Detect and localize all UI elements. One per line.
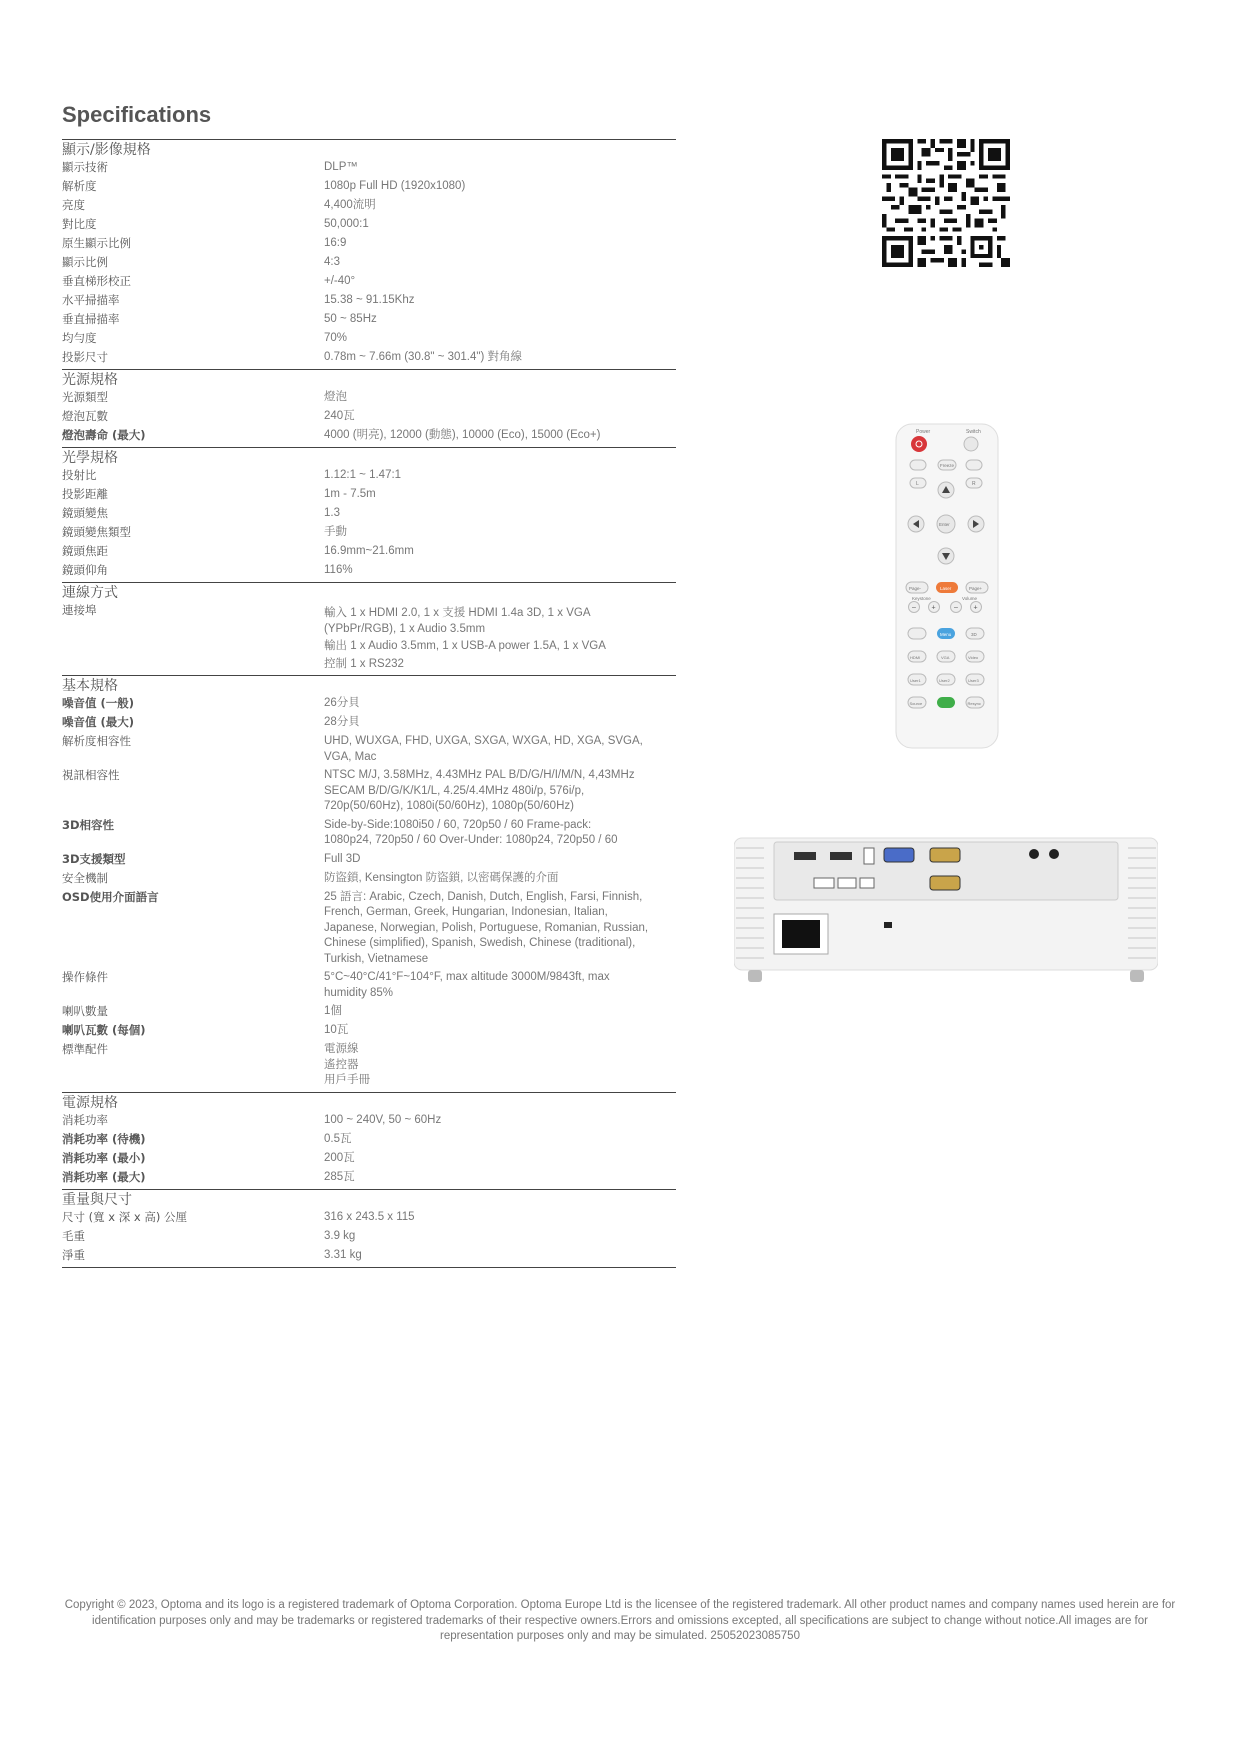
spec-value: [324, 1151, 676, 1170]
remote-label-switch: Switch: [966, 429, 981, 435]
spec-row: [62, 1210, 676, 1229]
spec-label: 尺寸 (寬 x 深 x 高) 公厘: [62, 1209, 188, 1224]
spec-row: [62, 970, 676, 1004]
spec-row: [62, 217, 676, 236]
spec-value-line: 遙控器: [324, 1058, 359, 1071]
spec-value: [324, 255, 676, 274]
spec-value: [324, 1004, 676, 1023]
copyright-footer: Copyright © 2023, Optoma and its logo is a registered trademark of Optoma Corporation. Optoma Europe Ltd is the licensee of the registered trademark. All other product names and company names used herein are for identification purposes only and may be trademarks or registered trademarks of their respective owners.Errors and omissions excepted, all specifications are subject to change without notice.All images are for representation purposes only and may be simulated. 25052023085750: [64, 1599, 1176, 1642]
spec-label: 解析度相容性: [62, 734, 131, 748]
remote-label-keystone: Keystone: [912, 596, 931, 601]
spec-row: [62, 236, 676, 255]
spec-row: [62, 871, 676, 890]
spec-value: [324, 1229, 676, 1248]
spec-row: [62, 293, 676, 312]
spec-value: [324, 179, 676, 198]
spec-value-line: 16.9mm~21.6mm: [324, 545, 414, 557]
spec-label: 安全機制: [62, 870, 108, 885]
spec-value-line: 200瓦: [324, 1151, 355, 1164]
spec-label: 噪音值 (最大): [62, 715, 135, 729]
remote-label-r: R: [972, 481, 976, 487]
spec-label: 淨重: [62, 1247, 85, 1262]
remote-label-user1: User1: [910, 678, 921, 683]
spec-value-line: 10瓦: [324, 1024, 349, 1036]
remote-label-user3: User3: [968, 678, 979, 683]
spec-value-line: 電源線: [324, 1043, 359, 1055]
spec-value-line: 26分貝: [324, 697, 360, 709]
spec-value: [324, 1132, 676, 1151]
spec-value-line: 1080p Full HD (1920x1080): [324, 180, 466, 192]
spec-value-line: 3.9 kg: [324, 1229, 356, 1242]
spec-row: [62, 506, 676, 525]
spec-value-line: 1.3: [324, 507, 340, 519]
spec-label: OSD使用介面語言: [62, 889, 159, 904]
spec-value: [324, 970, 676, 1004]
spec-value: [324, 871, 676, 890]
spec-value: [324, 1113, 676, 1132]
page-title: Specifications: [62, 102, 212, 127]
spec-value: [324, 468, 676, 487]
remote-label-vga: VGA: [941, 655, 950, 660]
spec-value: [324, 350, 676, 369]
spec-row: [62, 525, 676, 544]
spec-value: [324, 217, 676, 236]
spec-value-line: 28分貝: [324, 716, 360, 728]
spec-row: [62, 468, 676, 487]
spec-row: [62, 818, 676, 852]
spec-value-line: 燈泡: [324, 391, 347, 403]
spec-label: 燈泡瓦數: [62, 409, 108, 423]
spec-label: 鏡頭仰角: [62, 563, 108, 577]
spec-row: [62, 1042, 676, 1092]
spec-value-line: +/-40°: [324, 275, 356, 287]
spec-row: [62, 1023, 676, 1042]
spec-label: 顯示技術: [62, 160, 108, 174]
spec-value-line: 15.38 ~ 91.15Khz: [324, 294, 415, 306]
remote-label-volume: Volume: [962, 596, 978, 601]
spec-value: [324, 734, 676, 768]
spec-label: 喇叭數量: [62, 1004, 108, 1018]
spec-value-line: Turkish, Vietnamese: [324, 952, 429, 965]
spec-value: [324, 428, 676, 447]
spec-value: [324, 890, 676, 971]
spec-label: 燈泡壽命 (最大): [62, 428, 146, 442]
spec-label: 投影尺寸: [62, 350, 108, 364]
spec-row: [62, 312, 676, 331]
spec-value-line: Side-by-Side:1080i50 / 60, 720p50 / 60 Frame-pack:: [324, 818, 592, 831]
spec-label: 投射比: [62, 468, 97, 482]
spec-value: [324, 198, 676, 217]
spec-value: [324, 1170, 676, 1189]
spec-value-line: 16:9: [324, 237, 347, 249]
spec-value: [324, 852, 676, 871]
spec-value: [324, 1210, 676, 1229]
spec-value-line: 720p(50/60Hz), 1080i(50/60Hz), 1080p(50/60Hz): [324, 800, 574, 812]
spec-label: 操作條件: [62, 970, 108, 984]
section-title: 重量與尺寸: [62, 1191, 132, 1208]
spec-value-line: 控制 1 x RS232: [324, 657, 404, 670]
remote-label-3d: 3D: [971, 632, 977, 637]
spec-row: [62, 852, 676, 871]
spec-value-line: 1m - 7.5m: [324, 488, 376, 500]
spec-row: [62, 390, 676, 409]
spec-label: 鏡頭變焦類型: [62, 525, 131, 539]
spec-value-line: 0.5瓦: [324, 1132, 352, 1145]
spec-value-line: NTSC M/J, 3.58MHz, 4.43MHz PAL B/D/G/H/I/M/N, 4,43MHz: [324, 769, 635, 781]
spec-value: [324, 274, 676, 293]
remote-label-laser: Laser: [940, 586, 952, 591]
spec-label: 垂直掃描率: [62, 312, 120, 326]
section-title: 電源規格: [62, 1094, 118, 1111]
spec-label: 3D支援類型: [62, 851, 126, 866]
spec-value: [324, 409, 676, 428]
spec-value: [324, 506, 676, 525]
spec-value-line: Japanese, Norwegian, Polish, Portuguese, Romanian, Russian,: [324, 921, 649, 934]
spec-row: [62, 696, 676, 715]
spec-value-line: 1080p24, 720p50 / 60 Over-Under: 1080p24, 720p50 / 60: [324, 834, 618, 846]
spec-label: 3D相容性: [62, 817, 115, 832]
spec-row: [62, 274, 676, 293]
section-title: 基本規格: [62, 678, 118, 694]
spec-row: [62, 1151, 676, 1170]
spec-label: 鏡頭變焦: [62, 506, 108, 520]
remote-label-hdmi: HDMI: [910, 655, 921, 660]
spec-value-line: 50 ~ 85Hz: [324, 313, 377, 325]
spec-section: [62, 447, 676, 582]
spec-row: [62, 409, 676, 428]
spec-row: [62, 160, 676, 179]
spec-label: 標準配件: [62, 1042, 108, 1056]
spec-label: 垂直梯形校正: [62, 274, 131, 288]
spec-value-line: 70%: [324, 332, 348, 344]
section-title: 顯示/影像規格: [62, 142, 151, 158]
spec-value: [324, 563, 676, 582]
power-button-image: [911, 436, 927, 452]
spec-row: [62, 1004, 676, 1023]
spec-value: [324, 1023, 676, 1042]
spec-value: [324, 312, 676, 331]
spec-value: [324, 293, 676, 312]
spec-label: 消耗功率 (待機): [62, 1131, 146, 1146]
spec-value: [324, 768, 676, 818]
spec-row: [62, 768, 676, 818]
spec-value: [324, 236, 676, 255]
spec-value-line: 輸入 1 x HDMI 2.0, 1 x 支援 HDMI 1.4a 3D, 1 x VGA: [324, 607, 591, 619]
section-title: 光學規格: [62, 450, 118, 466]
spec-value: [324, 715, 676, 734]
spec-value: [324, 1042, 676, 1092]
spec-value-line: 3.31 kg: [324, 1248, 362, 1261]
spec-row: [62, 1113, 676, 1132]
remote-label-user2: User2: [939, 678, 950, 683]
spec-value-line: 4000 (明亮), 12000 (動態), 10000 (Eco), 15000 (Eco+): [324, 429, 601, 441]
spec-value-line: 4:3: [324, 256, 340, 268]
spec-section: [62, 582, 676, 675]
spec-row: [62, 1248, 676, 1267]
spec-section: [62, 139, 676, 369]
remote-label-video: Video: [968, 655, 979, 660]
spec-value: [324, 818, 676, 852]
spec-value-line: 0.78m ~ 7.66m (30.8" ~ 301.4") 對角線: [324, 351, 523, 363]
spec-value: [324, 160, 676, 179]
spec-section: [62, 369, 676, 447]
spec-value-line: DLP™: [324, 161, 358, 173]
remote-label-l: L: [916, 481, 919, 487]
remote-label-resync: Resync: [967, 701, 981, 706]
spec-label: 解析度: [62, 179, 97, 193]
spec-row: [62, 603, 676, 675]
spec-section: [62, 1189, 676, 1267]
spec-value-line: 手動: [324, 526, 347, 538]
spec-section: [62, 675, 676, 1092]
spec-row: [62, 255, 676, 274]
spec-value-line: French, German, Greek, Hungarian, Indonesian, Italian,: [324, 906, 608, 918]
section-title: 連線方式: [62, 585, 118, 601]
spec-value-line: Chinese (simplified), Spanish, Swedish, Chinese (traditional),: [324, 937, 636, 949]
svg-text:–: –: [912, 604, 916, 612]
spec-value-line: VGA, Mac: [324, 750, 377, 763]
spec-value: [324, 487, 676, 506]
remote-label-power: Power: [916, 429, 931, 435]
spec-value-line: SECAM B/D/G/K/K1/L, 4.25/4.4MHz 480i/p, 576i/p,: [324, 784, 585, 797]
spec-value-line: UHD, WUXGA, FHD, UXGA, SXGA, WXGA, HD, XGA, SVGA,: [324, 735, 643, 747]
spec-value: [324, 544, 676, 563]
spec-label: 視訊相容性: [62, 768, 120, 782]
spec-label: 消耗功率 (最大): [62, 1169, 146, 1184]
spec-section: [62, 1092, 676, 1189]
spec-label: 亮度: [62, 198, 85, 212]
spec-row: [62, 544, 676, 563]
svg-text:+: +: [973, 604, 978, 612]
spec-label: 連接埠: [62, 603, 97, 617]
spec-row: [62, 890, 676, 971]
spec-value: [324, 1248, 676, 1267]
remote-control-image: [894, 422, 1000, 750]
remote-label-page-minus: Page-: [909, 586, 922, 591]
spec-value-line: 1個: [324, 1005, 342, 1017]
spec-value-line: 5°C~40°C/41°F~104°F, max altitude 3000M/9843ft, max: [324, 971, 610, 983]
spec-value-line: 1.12:1 ~ 1.47:1: [324, 469, 402, 481]
spec-label: 均勻度: [62, 331, 97, 345]
spec-value: [324, 603, 676, 675]
spec-value-line: 4,400流明: [324, 199, 376, 211]
spec-label: 投影距離: [62, 487, 108, 501]
spec-value-line: 防盜鎖, Kensington 防盜鎖, 以密碼保護的介面: [324, 871, 559, 884]
remote-label-freeze: Freeze: [940, 463, 955, 468]
spec-row: [62, 734, 676, 768]
spec-label: 毛重: [62, 1228, 85, 1243]
table-bottom-rule: [62, 1267, 676, 1268]
spec-label: 對比度: [62, 217, 97, 231]
spec-value: [324, 525, 676, 544]
spec-value: [324, 390, 676, 409]
section-title: 光源規格: [62, 372, 118, 388]
qr-code: [882, 139, 1010, 267]
spec-label: 顯示比例: [62, 255, 108, 269]
spec-label: 光源類型: [62, 390, 108, 404]
spec-row: [62, 179, 676, 198]
spec-value-line: 240瓦: [324, 410, 355, 422]
spec-value-line: 285瓦: [324, 1170, 355, 1183]
spec-row: [62, 1170, 676, 1189]
spec-value-line: 用戶手冊: [324, 1074, 370, 1086]
spec-value-line: Full 3D: [324, 852, 361, 865]
projector-rear-image: [734, 834, 1158, 986]
spec-label: 消耗功率: [62, 1112, 108, 1127]
spec-row: [62, 715, 676, 734]
spec-row: [62, 1229, 676, 1248]
spec-value-line: 25 語言: Arabic, Czech, Danish, Dutch, English, Farsi, Finnish,: [324, 890, 643, 903]
specifications-table: [62, 139, 676, 1268]
remote-label-enter: Enter: [939, 522, 950, 527]
spec-row: [62, 331, 676, 350]
remote-label-menu: Menu: [940, 632, 952, 637]
spec-row: [62, 198, 676, 217]
spec-label: 鏡頭焦距: [62, 544, 108, 558]
spec-value-line: 50,000:1: [324, 218, 369, 230]
spec-value-line: 輸出 1 x Audio 3.5mm, 1 x USB-A power 1.5A, 1 x VGA: [324, 640, 606, 652]
spec-value: [324, 696, 676, 715]
remote-label-page-plus: Page+: [969, 586, 983, 591]
spec-label: 噪音值 (一般): [62, 696, 135, 710]
spec-value-line: (YPbPr/RGB), 1 x Audio 3.5mm: [324, 622, 486, 635]
spec-row: [62, 1132, 676, 1151]
spec-value-line: 100 ~ 240V, 50 ~ 60Hz: [324, 1113, 442, 1126]
spec-value-line: 316 x 243.5 x 115: [324, 1210, 415, 1223]
spec-row: [62, 350, 676, 369]
spec-value-line: 116%: [324, 564, 353, 576]
spec-label: 消耗功率 (最小): [62, 1150, 146, 1165]
spec-row: [62, 487, 676, 506]
svg-text:–: –: [954, 604, 958, 612]
spec-row: [62, 428, 676, 447]
spec-label: 喇叭瓦數 (每個): [62, 1023, 146, 1037]
spec-value: [324, 331, 676, 350]
spec-label: 水平掃描率: [62, 293, 120, 307]
remote-label-source: Source: [909, 701, 923, 706]
spec-label: 原生顯示比例: [62, 236, 131, 250]
spec-row: [62, 563, 676, 582]
svg-text:+: +: [931, 604, 936, 612]
spec-value-line: humidity 85%: [324, 986, 394, 999]
